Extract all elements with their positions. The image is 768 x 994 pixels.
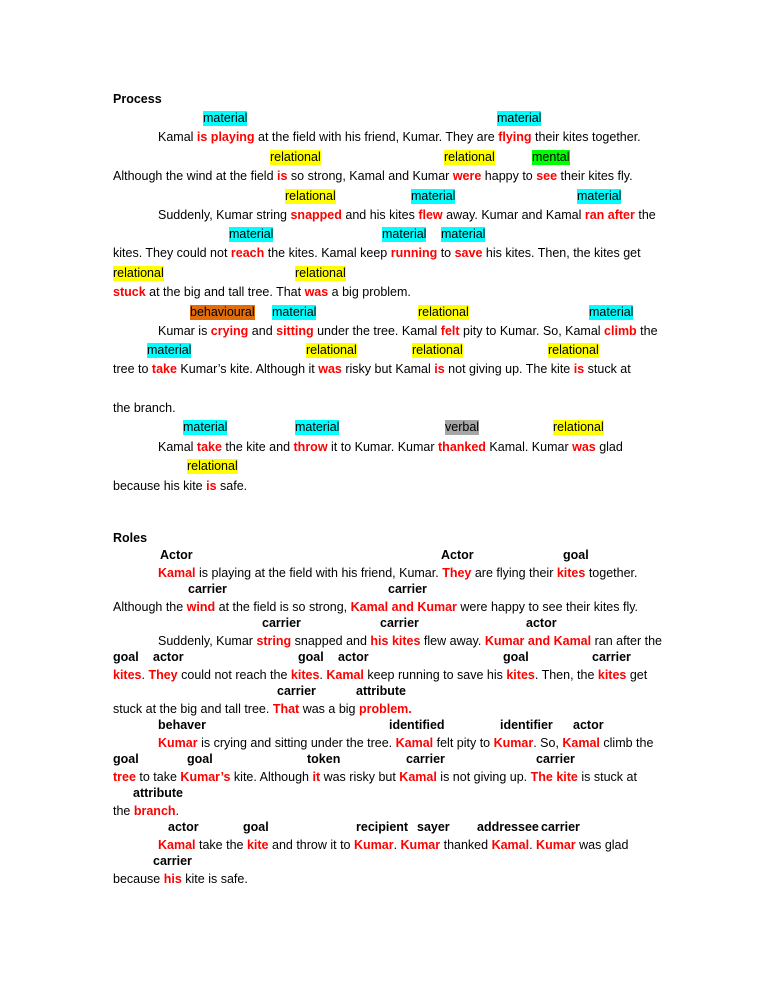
role-label: behaver [158,718,206,732]
process-label: material [382,227,427,241]
role-label: actor [338,650,369,664]
roles-sentence: Kumar is crying and sitting under the tree. Kamal felt pity to Kumar. So, Kamal climb the [158,736,654,750]
process-sentence: stuck at the big and tall tree. That was a big problem. [113,285,411,299]
role-label: goal [113,752,139,766]
roles-sentence: Suddenly, Kumar string snapped and his kites flew away. Kumar and Kamal ran after the [158,634,662,648]
process-label: behavioural [190,305,255,319]
process-label: relational [295,266,346,280]
process-label: material [441,227,486,241]
role-label: goal [187,752,213,766]
roles-sentence: Although the wind at the field is so strong, Kamal and Kumar were happy to see their kites fly. [113,600,639,614]
process-sentence: Kumar is crying and sitting under the tree. Kamal felt pity to Kumar. So, Kamal climb the [158,324,658,338]
role-label: carrier [262,616,301,630]
role-label: carrier [188,582,227,596]
process-label: relational [548,343,599,357]
role-label: carrier [406,752,445,766]
process-label: mental [532,150,570,164]
process-label: material [183,420,228,434]
role-label: token [307,752,341,766]
roles-sentence: Kamal is playing at the field with his friend, Kumar. They are flying their kites together. [158,566,638,580]
roles-sentence: tree to take Kumar’s kite. Although it was risky but Kamal is not giving up. The kite is stuck at [113,770,637,784]
roles-heading: Roles [113,531,148,545]
process-label: relational [553,420,604,434]
process-label: material [295,420,340,434]
role-label: attribute [133,786,183,800]
process-label: material [577,189,622,203]
process-label: relational [187,459,238,473]
role-label: carrier [592,650,631,664]
process-sentence: tree to take Kumar’s kite. Although it was risky but Kamal is not giving up. The kite is stuck at [113,362,631,376]
process-label: material [589,305,634,319]
process-sentence: Although the wind at the field is so strong, Kamal and Kumar were happy to see their kites fly. [113,169,633,183]
process-label: material [272,305,317,319]
role-label: sayer [417,820,450,834]
role-label: goal [298,650,324,664]
process-label: material [411,189,456,203]
role-label: Actor [160,548,193,562]
role-label: actor [168,820,199,834]
role-label: identified [389,718,445,732]
process-label: material [147,343,192,357]
process-label: material [203,111,248,125]
role-label: carrier [380,616,419,630]
role-label: recipient [356,820,409,834]
role-label: goal [563,548,589,562]
process-label: relational [270,150,321,164]
role-label: addressee [477,820,539,834]
process-heading: Process [113,92,162,106]
roles-sentence: because his kite is safe. [113,872,248,886]
role-label: carrier [536,752,575,766]
roles-sentence: the branch. [113,804,180,818]
role-label: actor [153,650,184,664]
process-label: verbal [445,420,480,434]
role-label: goal [113,650,139,664]
process-label: relational [113,266,164,280]
role-label: actor [526,616,557,630]
process-sentence: Kamal is playing at the field with his friend, Kumar. They are flying their kites together. [158,130,641,144]
process-label: material [229,227,274,241]
process-label: relational [444,150,495,164]
process-label: relational [418,305,469,319]
role-label: carrier [277,684,316,698]
process-label: material [497,111,542,125]
process-sentence: the branch. [113,401,176,415]
process-sentence: Kamal take the kite and throw it to Kumar. Kumar thanked Kamal. Kumar was glad [158,440,623,454]
role-label: carrier [153,854,192,868]
role-label: carrier [541,820,580,834]
process-sentence: Suddenly, Kumar string snapped and his kites flew away. Kumar and Kamal ran after the [158,208,656,222]
process-label: relational [285,189,336,203]
role-label: attribute [356,684,406,698]
process-sentence: kites. They could not reach the kites. Kamal keep running to save his kites. Then, the kites get [113,246,641,260]
role-label: identifier [500,718,553,732]
role-label: actor [573,718,604,732]
roles-sentence: Kamal take the kite and throw it to Kumar. Kumar thanked Kamal. Kumar was glad [158,838,629,852]
process-label: relational [306,343,357,357]
role-label: goal [243,820,269,834]
roles-sentence: stuck at the big and tall tree. That was a big problem. [113,702,412,716]
role-label: carrier [388,582,427,596]
process-sentence: because his kite is safe. [113,479,248,493]
roles-sentence: kites. They could not reach the kites. Kamal keep running to save his kites. Then, the kites get [113,668,648,682]
role-label: Actor [441,548,474,562]
process-label: relational [412,343,463,357]
role-label: goal [503,650,529,664]
